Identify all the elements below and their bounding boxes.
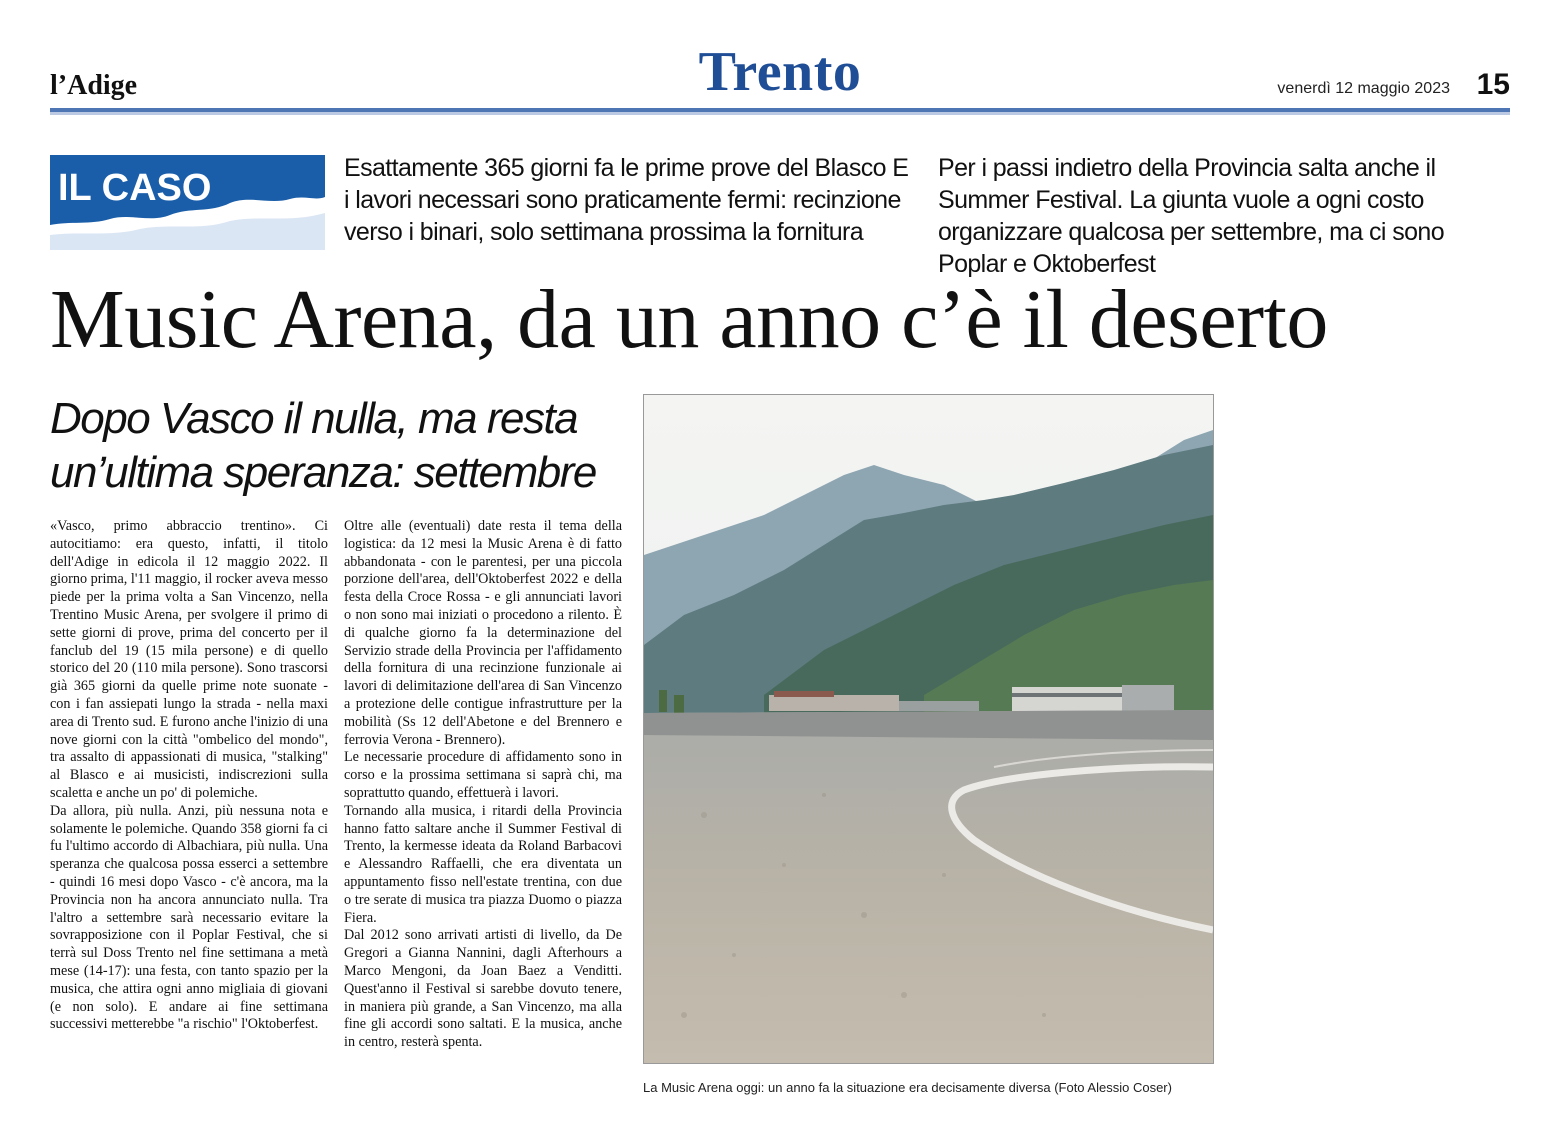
photo-caption: La Music Arena oggi: un anno fa la situazione era decisamente diversa (Foto Alessio Coser) xyxy=(643,1080,1172,1095)
article-column-2 xyxy=(344,518,622,1052)
masthead-divider xyxy=(50,108,1510,115)
case-badge-label: IL CASO xyxy=(58,167,212,209)
section-title: Trento xyxy=(698,41,862,103)
issue-date: venerdì 12 maggio 2023 xyxy=(1277,80,1450,97)
headline: Music Arena, da un anno c’è il deserto xyxy=(50,273,1328,366)
newspaper-brand: l’Adige xyxy=(50,70,138,101)
paragraph: «Vasco, primo abbraccio trentino». Ci autocitiamo: era questo, infatti, il titolo dell'Adige in edicola il 12 maggio 2022. Il giorno prima, l'11 maggio, il rocker aveva messo piede per la prima volta a San Vincenzo, nella Trentino Music Arena, per svolgere il primo di sette giorni di prove, prima del concerto per il fanclub del 19 (15 mila persone) e di quello storico del 20 (110 mila persone). Sono trascorsi già 365 giorni da quelle prime note suonate - con i fan assiepati lungo la strada - nella maxi area di Trento sud. E furono anche l'inizio di una nove giorni con la città "ombelico del mondo", tra assalto di appassionati di musica, "stalking" al Blasco e ai musicisti, indiscrezioni sulla scaletta e anche un po' di polemiche. xyxy=(50,518,328,801)
page-number: 15 xyxy=(1476,68,1510,101)
deck-text-left: Esattamente 365 giorni fa le prime prove del Blasco E i lavori necessari sono praticamente fermi: recinzione verso i binari, solo settimana prossima la fornitura xyxy=(344,154,909,246)
paragraph: Da allora, più nulla. Anzi, più nessuna nota e solamente le polemiche. Quando 358 giorni fa ci fu l'ultimo accordo di Albachiara, più nulla. Una speranza che qualcosa possa esserci a settembre - quindi 16 mesi dopo Vasco - c'è ancora, ma la Provincia non ha ancora annunciato nulla. Tra l'altro a settembre sarà necessario evitare la sovrapposizione con il Poplar Festival, che si terrà sul Doss Trento nel fine settimana a metà mese (14-17): una festa, con tanto spazio per la musica, che attira ogni anno migliaia di giovani (e non solo). E andare ai fine settimana successivi metterebbe "a rischio" l'Oktoberfest. xyxy=(50,802,328,1033)
deck-text-right: Per i passi indietro della Provincia salta anche il Summer Festival. La giunta vuole a ogni costo organizzare qualcosa per settembre, ma ci sono Poplar e Oktoberfest xyxy=(938,154,1445,278)
paragraph: Tornando alla musica, i ritardi della Provincia hanno fatto saltare anche il Summer Festival di Trento, la kermesse ideata da Roland Barbacovi e Alessandro Raffaelli, che era diventata un appuntamento fisso nell'estate trentina, con due o tre serate di musica tra piazza Duomo o piazza Fiera. xyxy=(344,802,622,926)
case-badge xyxy=(50,155,325,250)
article-photo xyxy=(643,394,1214,1064)
article-column-1 xyxy=(50,518,328,1034)
paragraph: Oltre alle (eventuali) date resta il tema della logistica: da 12 mesi la Music Arena è di fatto abbandonata - con le parentesi, per una piccola porzione dell'area, dell'Oktoberfest 2022 e della festa della Croce Rossa - e gli annunciati lavori o non sono mai iniziati o procedono a rilento. È di qualche giorno fa la determinazione del Servizio strade della Provincia per l'affidamento della fornitura di una recinzione funzionale ai lavori di delimitazione dell'area di San Vincenzo a protezione delle contigue infrastrutture per la mobilità (Ss 12 dell'Abetone e del Brennero e ferrovia Verona - Brennero). xyxy=(344,518,622,748)
subheadline: Dopo Vasco il nulla, ma resta un’ultima speranza: settembre xyxy=(50,394,596,497)
photo-landscape xyxy=(644,395,1213,1063)
paragraph: Le necessarie procedure di affidamento sono in corso e la prossima settimana si saprà chi, ma soprattutto quando, effettuerà i lavori. xyxy=(344,749,622,801)
paragraph: Dal 2012 sono arrivati artisti di livello, da De Gregori a Gianna Nannini, dagli Afterhours a Marco Mengoni, da Joan Baez a Venditti. Quest'anno il Festival si sarebbe dovuto tenere, in maniera più grande, a San Vincenzo, ma alla fine gli accordi sono saltati. E la musica, anche in centro, resterà spenta. xyxy=(344,927,622,1051)
